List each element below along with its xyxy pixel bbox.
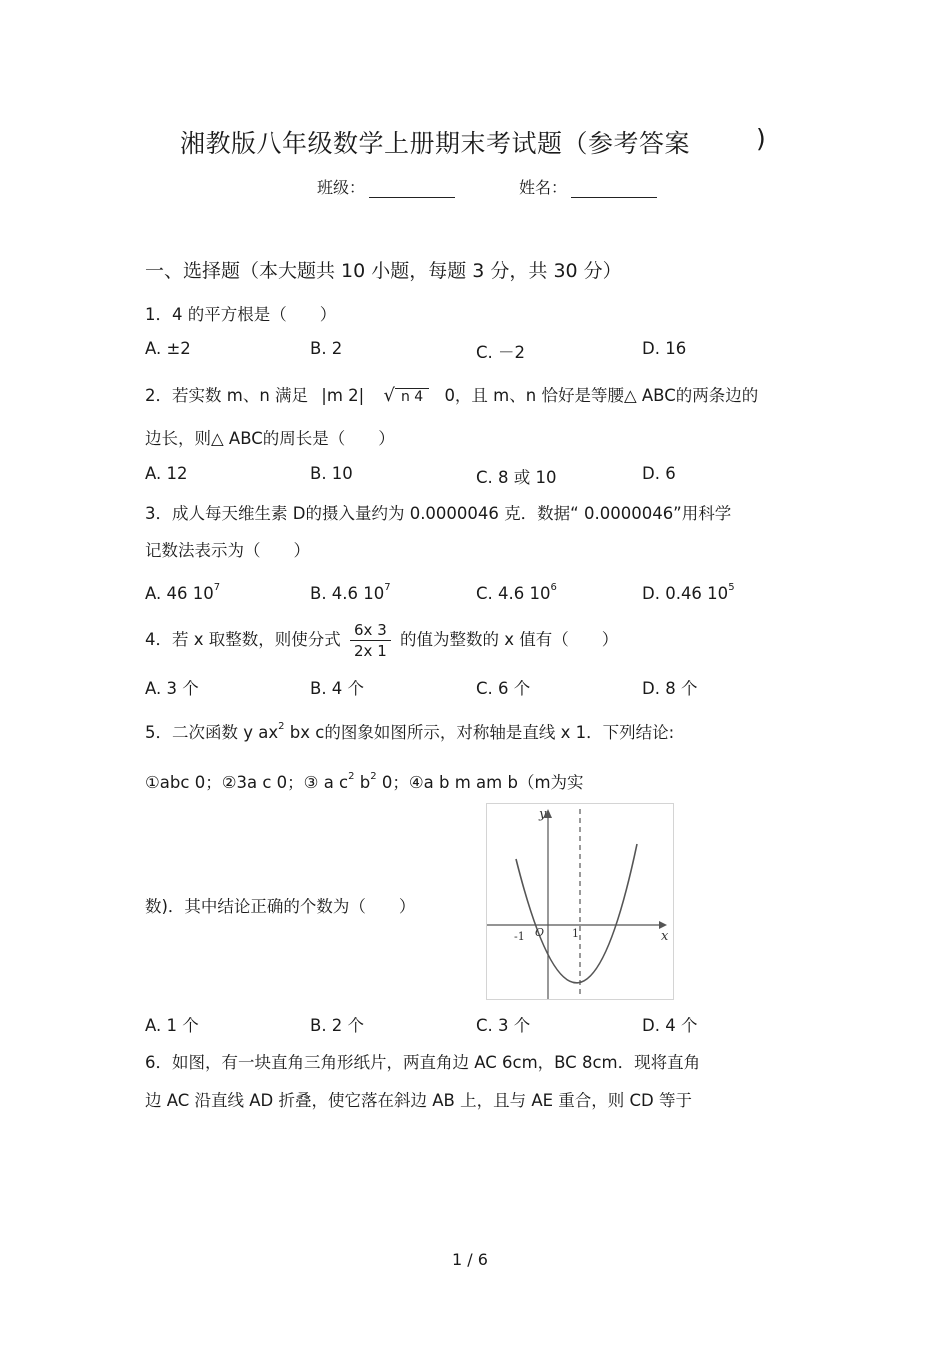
parabola-curve — [516, 844, 637, 983]
q2-stem-line1 — [145, 382, 758, 406]
q5-option-c: C. 3 个 — [476, 1016, 531, 1035]
q3-option-a-exp: 7 — [213, 582, 221, 593]
q3-option-d-exp: 5 — [728, 582, 735, 593]
q4-fraction-denominator: 2x 1 — [354, 642, 387, 660]
q5-stem-a-exp: 2 — [278, 721, 285, 732]
q5-stem-b2: b — [359, 773, 371, 792]
q4-option-a: A. 3 个 — [145, 679, 199, 698]
q1-option-b: B. 2 — [310, 339, 343, 358]
q4-stem-b: 的值为整数的 x 值有（ ） — [400, 630, 619, 649]
q3-stem-a: 3．成人每天维生素 D的摄入量约为 0.0000046 克．数据“ 0.0000046”用科学 — [145, 504, 732, 523]
q2-option-d: D. 6 — [642, 464, 676, 483]
q3-option-a-text: A. 46 10 — [145, 584, 214, 603]
q4-option-b: B. 4 个 — [310, 679, 365, 698]
origin-label: O — [535, 926, 545, 939]
x-axis-label: x — [661, 929, 669, 944]
class-label: 班级： — [317, 178, 366, 197]
q3-option-b-exp: 7 — [384, 582, 391, 593]
q6-stem-b: 边 AC 沿直线 AD 折叠，使它落在斜边 AB 上，且与 AE 重合，则 CD 等于 — [145, 1091, 693, 1110]
q4-fraction-numerator: 6x 3 — [350, 620, 391, 641]
q3-option-d — [642, 584, 735, 603]
q1-option-d: D. 16 — [642, 339, 687, 358]
q6-stem-a: 6．如图，有一块直角三角形纸片，两直角边 AC 6cm，BC 8cm．现将直角 — [145, 1053, 701, 1072]
q2-option-a: A. 12 — [145, 464, 188, 483]
q5-stem-b3: 0；④a b m am b（m为实 — [381, 773, 584, 792]
q5-stem-b1-exp: 2 — [348, 771, 355, 782]
q3-option-b-text: B. 4.6 10 — [310, 584, 385, 603]
q3-option-d-text: D. 0.46 10 — [642, 584, 729, 603]
q2-option-c: C. 8 或 10 — [476, 468, 557, 487]
parabola-graph — [486, 803, 674, 1000]
y-axis-label: y — [539, 807, 547, 822]
q4-stem-a: 4．若 x 取整数，则使分式 — [145, 630, 341, 649]
q4-fraction — [350, 620, 391, 661]
q5-stem-b2-exp: 2 — [370, 771, 377, 782]
sqrt-icon: √ — [383, 385, 395, 406]
section-heading: 一、选择题（本大题共 10 小题，每题 3 分，共 30 分） — [145, 260, 622, 282]
q5-stem-a2: bx c的图象如图所示，对称轴是直线 x 1．下列结论: — [289, 723, 675, 742]
q3-option-a — [145, 584, 220, 603]
document-title-close: ) — [756, 124, 766, 153]
q5-option-a: A. 1 个 — [145, 1016, 199, 1035]
q5-option-d: D. 4 个 — [642, 1016, 698, 1035]
q5-stem-b1: ①abc 0；②3a c 0；③ a c — [145, 773, 349, 792]
class-blank — [369, 179, 455, 198]
q2-sqrt-expr: n 4 — [395, 388, 429, 405]
q5-stem-c: 数)．其中结论正确的个数为（ ） — [145, 897, 416, 916]
q5-stem-a: 5．二次函数 y ax — [145, 723, 279, 742]
q1-stem: 1．4 的平方根是（ ） — [145, 305, 337, 324]
q3-option-b — [310, 584, 391, 603]
class-field — [317, 175, 455, 198]
tick-label-one: 1 — [572, 927, 579, 940]
q2-abs-expr: |m 2| — [321, 386, 365, 405]
q2-stem-b: 0，且 m、n 恰好是等腰△ ABC的两条边的 — [444, 386, 759, 405]
q2-stem-c: 边长，则△ ABC的周长是（ ） — [145, 429, 395, 448]
q4-option-c: C. 6 个 — [476, 679, 531, 698]
tick-label-neg-one: -1 — [514, 930, 525, 943]
q1-option-a: A. ±2 — [145, 339, 191, 358]
q5-stem-line2 — [145, 769, 584, 793]
q1-option-c: C. －2 — [476, 343, 526, 362]
x-axis-arrow-icon — [659, 921, 667, 929]
page-number: 1 / 6 — [452, 1250, 488, 1269]
q3-option-c — [476, 584, 557, 603]
q3-stem-b: 记数法表示为（ ） — [145, 541, 310, 560]
q3-option-c-exp: 6 — [550, 582, 557, 593]
q4-stem — [145, 620, 618, 661]
q4-option-d: D. 8 个 — [642, 679, 698, 698]
q2-option-b: B. 10 — [310, 464, 353, 483]
q5-option-b: B. 2 个 — [310, 1016, 365, 1035]
document-title: 湘教版八年级数学上册期末考试题（参考答案 — [180, 129, 691, 158]
q2-stem-a: 2．若实数 m、n 满足 — [145, 386, 309, 405]
name-blank — [571, 179, 657, 198]
name-field — [519, 175, 657, 198]
name-label: 姓名： — [519, 178, 568, 197]
q3-option-c-text: C. 4.6 10 — [476, 584, 551, 603]
q5-stem-line1 — [145, 719, 674, 743]
parabola-graph-svg — [487, 804, 673, 999]
